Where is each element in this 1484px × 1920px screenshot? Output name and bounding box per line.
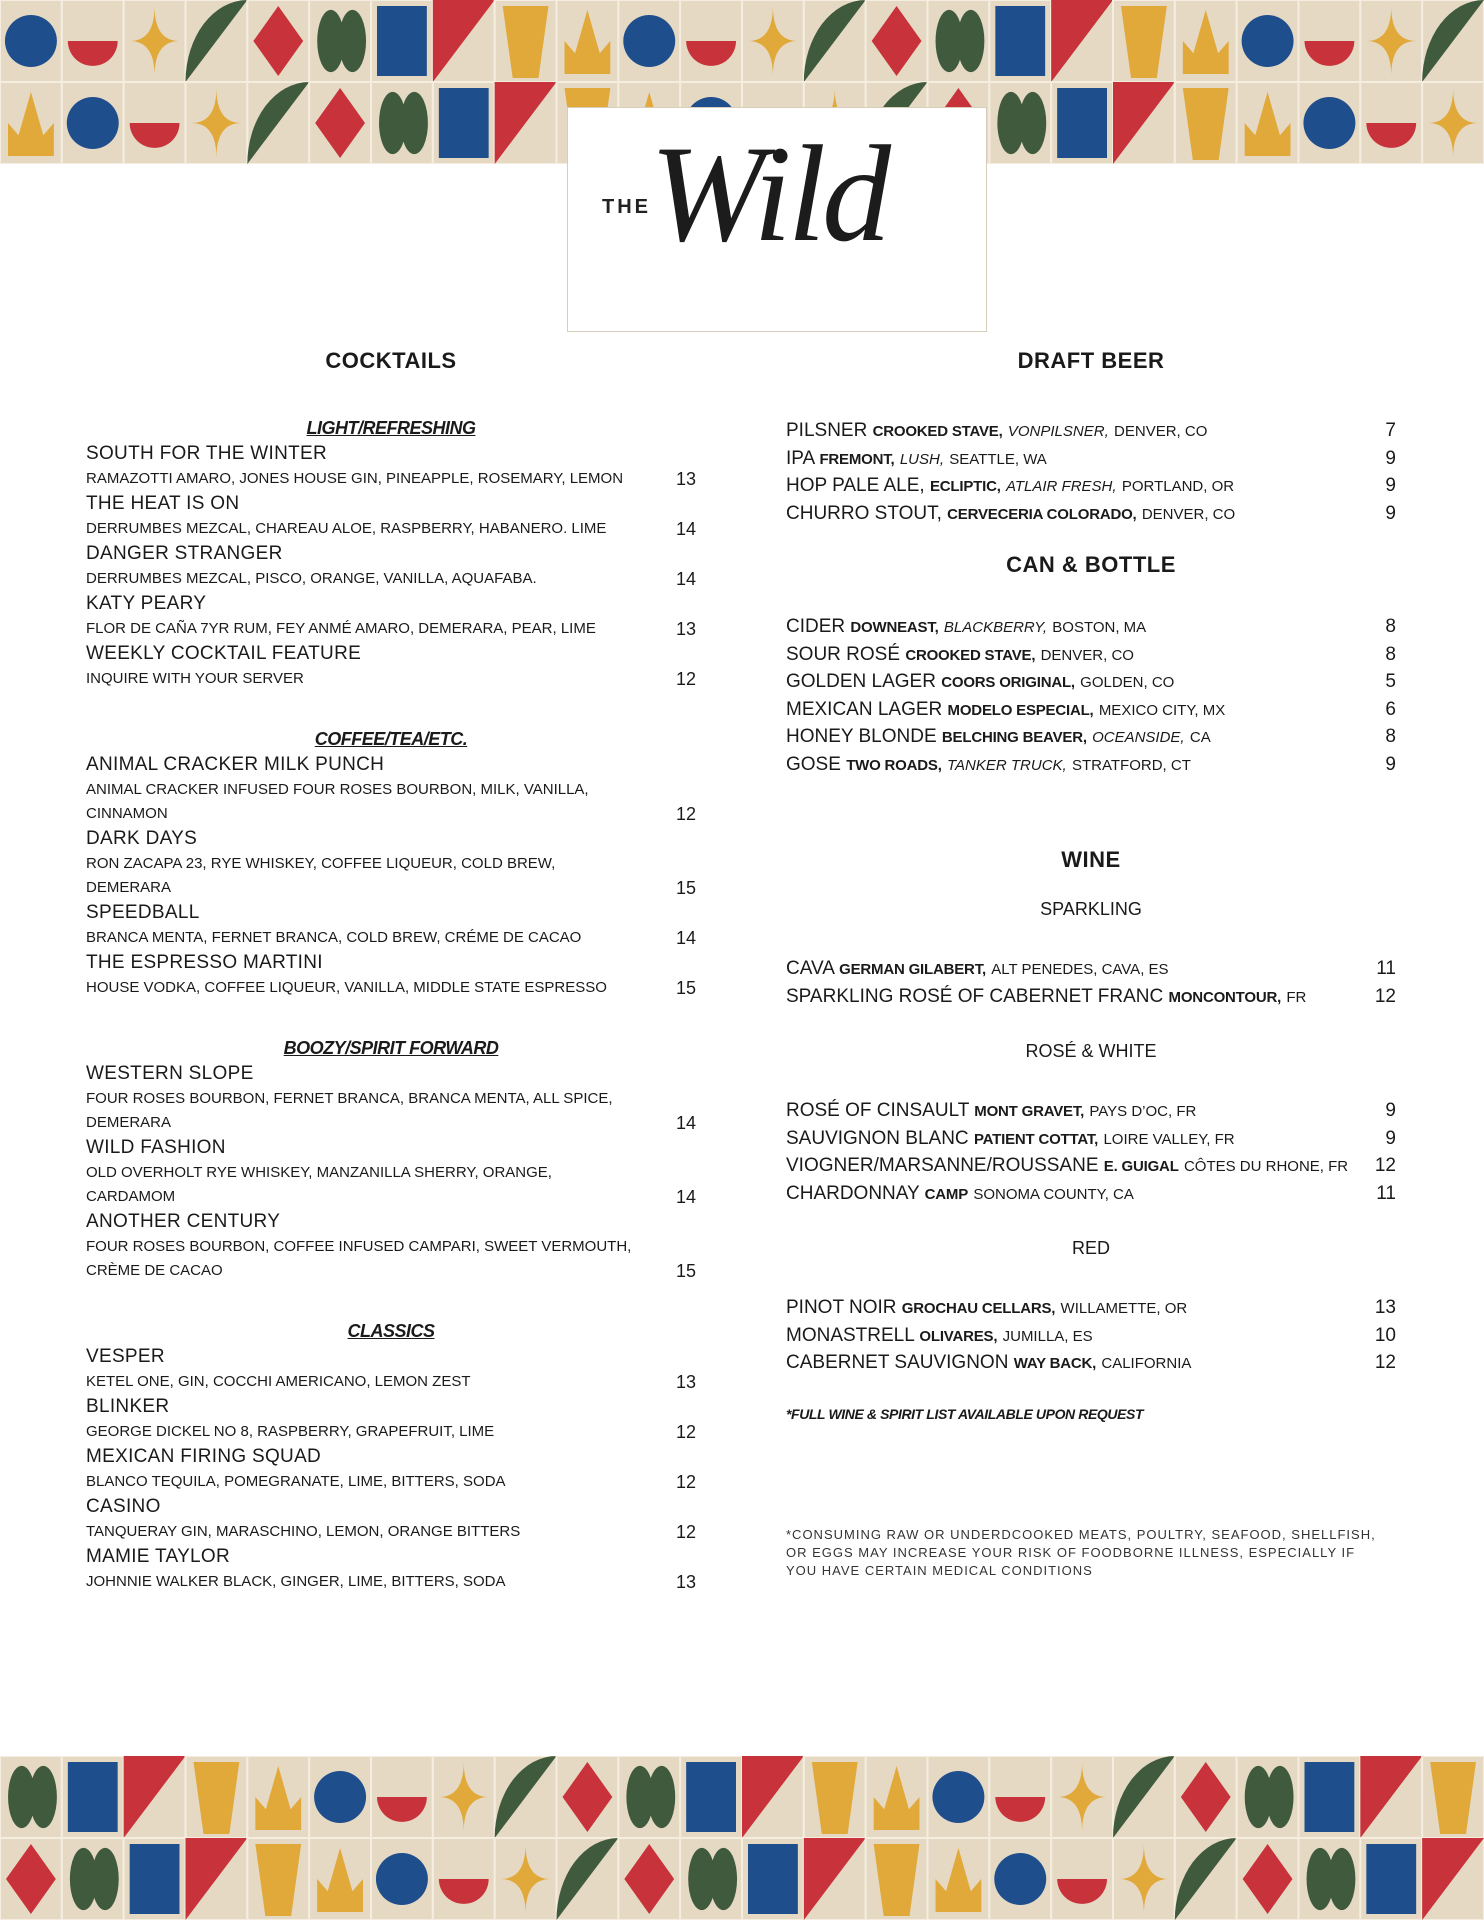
menu-row (786, 446, 1396, 474)
wine-category-title: SPARKLING (1040, 899, 1142, 919)
menu-row (786, 1153, 1396, 1181)
cocktail-description (86, 467, 696, 491)
logo-wild-script: Wild (650, 117, 888, 270)
variety: BLACKBERRY, (943, 619, 1047, 636)
pattern-circle (67, 97, 119, 149)
producer: CAMP (924, 1185, 969, 1203)
menu-row (786, 1295, 1396, 1323)
cocktail-ingredients: JOHNNIE WALKER BLACK, GINGER, LIME, BITTERS, SODA (86, 1573, 506, 1590)
cocktail-description (86, 852, 696, 900)
cocktail-name: SPEEDBALL (86, 902, 200, 923)
menu-row (786, 1323, 1396, 1351)
cocktail-ingredients: RAMAZOTTI AMARO, JONES HOUSE GIN, PINEAPPLE, ROSEMARY, LEMON (86, 470, 624, 487)
cocktail-group-title: CLASSICS (347, 1321, 435, 1341)
price: 9 (1385, 753, 1396, 775)
menu-row (786, 984, 1396, 1012)
cocktail-name: WESTERN SLOPE (86, 1063, 254, 1084)
location: DENVER, CO (1040, 646, 1134, 664)
wine-category-title: ROSÉ & WHITE (1025, 1041, 1157, 1061)
pattern-circle (314, 1771, 366, 1823)
cocktail-ingredients: TANQUERAY GIN, MARASCHINO, LEMON, ORANGE BITTERS (86, 1523, 521, 1540)
cocktail-name: KATY PEARY (86, 593, 207, 614)
pattern-svg (0, 1756, 1484, 1920)
location: BOSTON, MA (1052, 619, 1147, 636)
price: 9 (1385, 1100, 1396, 1121)
location: WILLAMETTE, OR (1060, 1300, 1188, 1317)
cocktail-name: THE HEAT IS ON (86, 493, 240, 514)
cocktail-ingredients: FLOR DE CAÑA 7YR RUM, FEY ANMÉ AMARO, DEMERARA, PEAR, LIME (86, 620, 596, 637)
menu-row (786, 697, 1396, 725)
location: MEXICO CITY, MX (1098, 701, 1226, 719)
cocktail-price: 14 (675, 519, 696, 539)
cocktail-description (86, 1087, 696, 1135)
cocktail-price: 13 (675, 1372, 696, 1392)
producer: OLIVARES, (919, 1327, 998, 1345)
cocktail-ingredients: OLD OVERHOLT RYE WHISKEY, MANZANILLA SHERRY, ORANGE, CARDAMOM (86, 1164, 552, 1205)
location: PORTLAND, OR (1121, 478, 1235, 495)
cocktail-ingredients: INQUIRE WITH YOUR SERVER (86, 670, 304, 687)
cocktail-price: 12 (675, 804, 696, 824)
cocktail-price: 13 (675, 1572, 696, 1592)
producer: DOWNEAST, (850, 619, 939, 636)
cocktail-price: 13 (675, 469, 696, 489)
pattern-leaf (957, 10, 984, 72)
pattern-block (377, 6, 427, 76)
cocktail-ingredients: RON ZACAPA 23, RYE WHISKEY, COFFEE LIQUEUR, COLD BREW, DEMERARA (86, 855, 556, 896)
menu-row (786, 724, 1396, 752)
cocktail-description (86, 1161, 696, 1209)
pattern-leaf (648, 1766, 675, 1828)
location: DENVER, CO (1114, 423, 1208, 440)
cocktail-price: 12 (675, 669, 696, 689)
cocktail-price: 14 (675, 1113, 696, 1133)
menu-row (786, 418, 1396, 446)
pattern-leaf (1019, 92, 1046, 154)
price: 10 (1374, 1324, 1396, 1346)
style-name: CHARDONNAY (786, 1182, 920, 1204)
pattern-block (1366, 1844, 1416, 1914)
producer: FREMONT, (819, 450, 895, 468)
pattern-block (995, 6, 1045, 76)
cocktail-description (86, 1570, 696, 1594)
cocktail-ingredients: HOUSE VODKA, COFFEE LIQUEUR, VANILLA, MIDDLE STATE ESPRESSO (86, 979, 607, 996)
style-name: CABERNET SAUVIGNON (786, 1352, 1009, 1373)
cocktails-title: COCKTAILS (325, 348, 457, 373)
style-name: CHURRO STOUT, (786, 502, 942, 524)
pattern-block (1305, 1762, 1355, 1832)
price: 9 (1385, 1127, 1396, 1149)
style-name: SPARKLING ROSÉ OF CABERNET FRANC (786, 985, 1164, 1007)
cocktail-ingredients: DERRUMBES MEZCAL, CHAREAU ALOE, RASPBERRY, HABANERO. LIME (86, 520, 607, 537)
cocktail-name: ANIMAL CRACKER MILK PUNCH (86, 754, 385, 775)
producer: WAY BACK, (1013, 1355, 1097, 1372)
pattern-circle (932, 1771, 984, 1823)
cocktail-name: BLINKER (86, 1396, 170, 1417)
location: SONOMA COUNTY, CA (973, 1185, 1134, 1203)
cocktail-description (86, 1370, 696, 1394)
style-name: PILSNER (786, 420, 868, 441)
cocktail-description (86, 517, 696, 541)
style-name: CAVA (786, 958, 834, 979)
pattern-circle (376, 1853, 428, 1905)
variety: OCEANSIDE, (1092, 729, 1185, 746)
cocktail-description (86, 667, 696, 691)
wine-list-note: *FULL WINE & SPIRIT LIST AVAILABLE UPON REQUEST (786, 1405, 1144, 1422)
style-name: ROSÉ OF CINSAULT (786, 1100, 969, 1121)
style-name: PINOT NOIR (786, 1297, 897, 1318)
producer: CERVECERIA COLORADO, (947, 505, 1137, 523)
pattern-block (439, 88, 489, 158)
pattern-leaf (30, 1766, 57, 1828)
menu-row (786, 501, 1396, 529)
style-name: SOUR ROSÉ (786, 643, 901, 665)
cocktail-description (86, 1235, 696, 1283)
cocktail-ingredients: GEORGE DICKEL NO 8, RASPBERRY, GRAPEFRUIT, LIME (86, 1423, 495, 1440)
cocktail-description (86, 617, 696, 641)
location: STRATFORD, CT (1071, 756, 1191, 774)
pattern-block (748, 1844, 798, 1914)
cocktail-description (86, 926, 696, 950)
pattern-leaf (92, 1848, 119, 1910)
style-name: GOLDEN LAGER (786, 671, 936, 692)
style-name: MEXICAN LAGER (786, 698, 943, 720)
pattern-circle (1303, 97, 1355, 149)
cocktails-column (86, 348, 696, 1594)
variety: LUSH, (899, 450, 944, 468)
draft-beer-title: DRAFT BEER (1017, 348, 1165, 373)
cocktail-name: MEXICAN FIRING SQUAD (86, 1446, 322, 1467)
price: 8 (1385, 616, 1396, 637)
price: 12 (1374, 985, 1396, 1007)
price: 8 (1385, 726, 1396, 747)
health-warning: *CONSUMING RAW OR UNDERDCOOKED MEATS, POULTRY, SEAFOOD, SHELLFISH, OR EGGS MAY INCREASE YOUR RISK OF FOODBORNE ILLNESS, ESPECIALLY IF YOU HAVE CERTAIN MEDICAL CONDITIONS (786, 1526, 1376, 1578)
cocktail-group-title: LIGHT/REFRESHING (306, 418, 476, 438)
style-name: VIOGNER/MARSANNE/ROUSSANE (786, 1155, 1099, 1176)
location: GOLDEN, CO (1080, 674, 1175, 691)
cocktail-ingredients: DERRUMBES MEZCAL, PISCO, ORANGE, VANILLA, AQUAFABA. (86, 570, 537, 587)
pattern-circle (1242, 15, 1294, 67)
style-name: IPA (786, 447, 815, 469)
price: 11 (1376, 958, 1396, 979)
location: DENVER, CO (1141, 505, 1236, 523)
style-name: HONEY BLONDE (786, 726, 937, 747)
price: 12 (1374, 1352, 1396, 1373)
cocktail-description (86, 1520, 696, 1544)
producer: CROOKED STAVE, (872, 423, 1003, 440)
wine-title: WINE (1061, 847, 1121, 872)
logo (567, 107, 987, 332)
producer: COORS ORIGINAL, (941, 674, 1075, 691)
cocktail-price: 14 (675, 928, 696, 948)
style-name: CIDER (786, 616, 846, 637)
menu-row (786, 642, 1396, 670)
cocktail-description (86, 778, 696, 826)
price: 12 (1374, 1155, 1396, 1176)
cocktail-price: 12 (675, 1522, 696, 1542)
menu-row (786, 752, 1396, 780)
cocktail-description (86, 1470, 696, 1494)
cocktail-name: DARK DAYS (86, 828, 198, 849)
price: 5 (1385, 671, 1396, 692)
draft-beer-list (786, 418, 1396, 528)
pattern-circle (623, 15, 675, 67)
cocktail-name: CASINO (86, 1496, 161, 1517)
menu-row (786, 1126, 1396, 1154)
producer: E. GUIGAL (1103, 1158, 1179, 1175)
pattern-block (130, 1844, 180, 1914)
pattern-leaf (339, 10, 366, 72)
cocktail-name: THE ESPRESSO MARTINI (86, 952, 323, 973)
pattern-leaf (710, 1848, 737, 1910)
cocktail-name: DANGER STRANGER (86, 543, 283, 564)
price: 7 (1385, 420, 1396, 441)
producer: MONCONTOUR, (1168, 988, 1282, 1006)
menu-row (786, 956, 1396, 984)
cocktail-price: 12 (675, 1422, 696, 1442)
producer: MONT GRAVET, (974, 1103, 1085, 1120)
cocktail-ingredients: FOUR ROSES BOURBON, COFFEE INFUSED CAMPARI, SWEET VERMOUTH, CRÈME DE CACAO (86, 1238, 632, 1279)
wine-categories (786, 899, 1396, 1378)
price: 6 (1385, 698, 1396, 720)
pattern-block (1057, 88, 1107, 158)
pattern-circle (994, 1853, 1046, 1905)
cocktail-price: 12 (675, 1472, 696, 1492)
cocktail-price: 15 (675, 978, 696, 998)
cocktail-groups (86, 418, 696, 1594)
decorative-pattern-bottom (0, 1756, 1484, 1920)
location: FR (1286, 988, 1307, 1006)
menu-row (786, 473, 1396, 501)
pattern-leaf (1266, 1766, 1293, 1828)
logo-the-text: THE (602, 196, 651, 218)
location: JUMILLA, ES (1002, 1327, 1093, 1345)
producer: GROCHAU CELLARS, (901, 1300, 1056, 1317)
cocktail-name: WILD FASHION (86, 1137, 226, 1158)
pattern-block (686, 1762, 736, 1832)
producer: ECLIPTIC, (930, 478, 1001, 495)
location: ALT PENEDES, CAVA, ES (991, 961, 1169, 978)
variety: TANKER TRUCK, (946, 756, 1067, 774)
cocktail-price: 13 (675, 619, 696, 639)
cocktail-ingredients: ANIMAL CRACKER INFUSED FOUR ROSES BOURBON, MILK, VANILLA, CINNAMON (86, 781, 589, 822)
style-name: HOP PALE ALE, (786, 475, 925, 496)
producer: PATIENT COTTAT, (973, 1130, 1099, 1148)
producer: BELCHING BEAVER, (941, 729, 1087, 746)
pattern-leaf (1328, 1848, 1355, 1910)
style-name: SAUVIGNON BLANC (786, 1127, 969, 1149)
variety: VONPILSNER, (1007, 423, 1109, 440)
producer: CROOKED STAVE, (905, 646, 1036, 664)
cocktail-description (86, 1420, 696, 1444)
menu-row (786, 614, 1396, 642)
cocktail-group-title: COFFEE/TEA/ETC. (314, 729, 468, 749)
pattern-block (68, 1762, 118, 1832)
drinks-column (786, 348, 1396, 1580)
menu-row (786, 1181, 1396, 1209)
can-bottle-title: CAN & BOTTLE (1006, 552, 1176, 577)
menu-row (786, 669, 1396, 697)
location: PAYS D’OC, FR (1089, 1103, 1197, 1120)
price: 11 (1376, 1182, 1396, 1204)
cocktail-name: WEEKLY COCKTAIL FEATURE (86, 643, 362, 664)
cocktail-name: VESPER (86, 1346, 165, 1367)
cocktail-name: ANOTHER CENTURY (86, 1211, 281, 1232)
location: CALIFORNIA (1101, 1355, 1192, 1372)
location: CÔTES DU RHONE, FR (1183, 1158, 1349, 1175)
cocktail-price: 14 (675, 569, 696, 589)
pattern-circle (5, 15, 57, 67)
producer: TWO ROADS, (846, 756, 942, 774)
cocktail-ingredients: BLANCO TEQUILA, POMEGRANATE, LIME, BITTERS, SODA (86, 1473, 506, 1490)
variety: ATLAIR FRESH, (1005, 478, 1117, 495)
price: 9 (1385, 447, 1396, 469)
cocktail-name: MAMIE TAYLOR (86, 1546, 231, 1567)
producer: MODELO ESPECIAL, (947, 701, 1094, 719)
style-name: GOSE (786, 753, 841, 775)
cocktail-price: 15 (675, 878, 696, 898)
cocktail-ingredients: FOUR ROSES BOURBON, FERNET BRANCA, BRANCA MENTA, ALL SPICE, DEMERARA (86, 1090, 613, 1131)
location: CA (1189, 729, 1211, 746)
price: 9 (1385, 502, 1396, 524)
pattern-leaf (401, 92, 428, 154)
price: 9 (1385, 475, 1396, 496)
location: LOIRE VALLEY, FR (1103, 1130, 1235, 1148)
cocktail-ingredients: KETEL ONE, GIN, COCCHI AMERICANO, LEMON ZEST (86, 1373, 471, 1390)
menu-row (786, 1098, 1396, 1126)
wine-category-title: RED (1071, 1238, 1110, 1258)
producer: GERMAN GILABERT, (839, 961, 986, 978)
menu-row (786, 1350, 1396, 1378)
price: 13 (1374, 1297, 1396, 1318)
price: 8 (1385, 643, 1396, 665)
cocktail-price: 15 (675, 1261, 696, 1281)
can-bottle-list (786, 614, 1396, 779)
style-name: MONASTRELL (786, 1324, 915, 1346)
cocktail-ingredients: BRANCA MENTA, FERNET BRANCA, COLD BREW, CRÉME DE CACAO (86, 929, 582, 946)
cocktail-price: 14 (675, 1187, 696, 1207)
cocktail-group-title: BOOZY/SPIRIT FORWARD (283, 1038, 499, 1058)
cocktail-name: SOUTH FOR THE WINTER (86, 443, 328, 464)
cocktail-description (86, 567, 696, 591)
cocktail-description (86, 976, 696, 1000)
location: SEATTLE, WA (949, 450, 1047, 468)
